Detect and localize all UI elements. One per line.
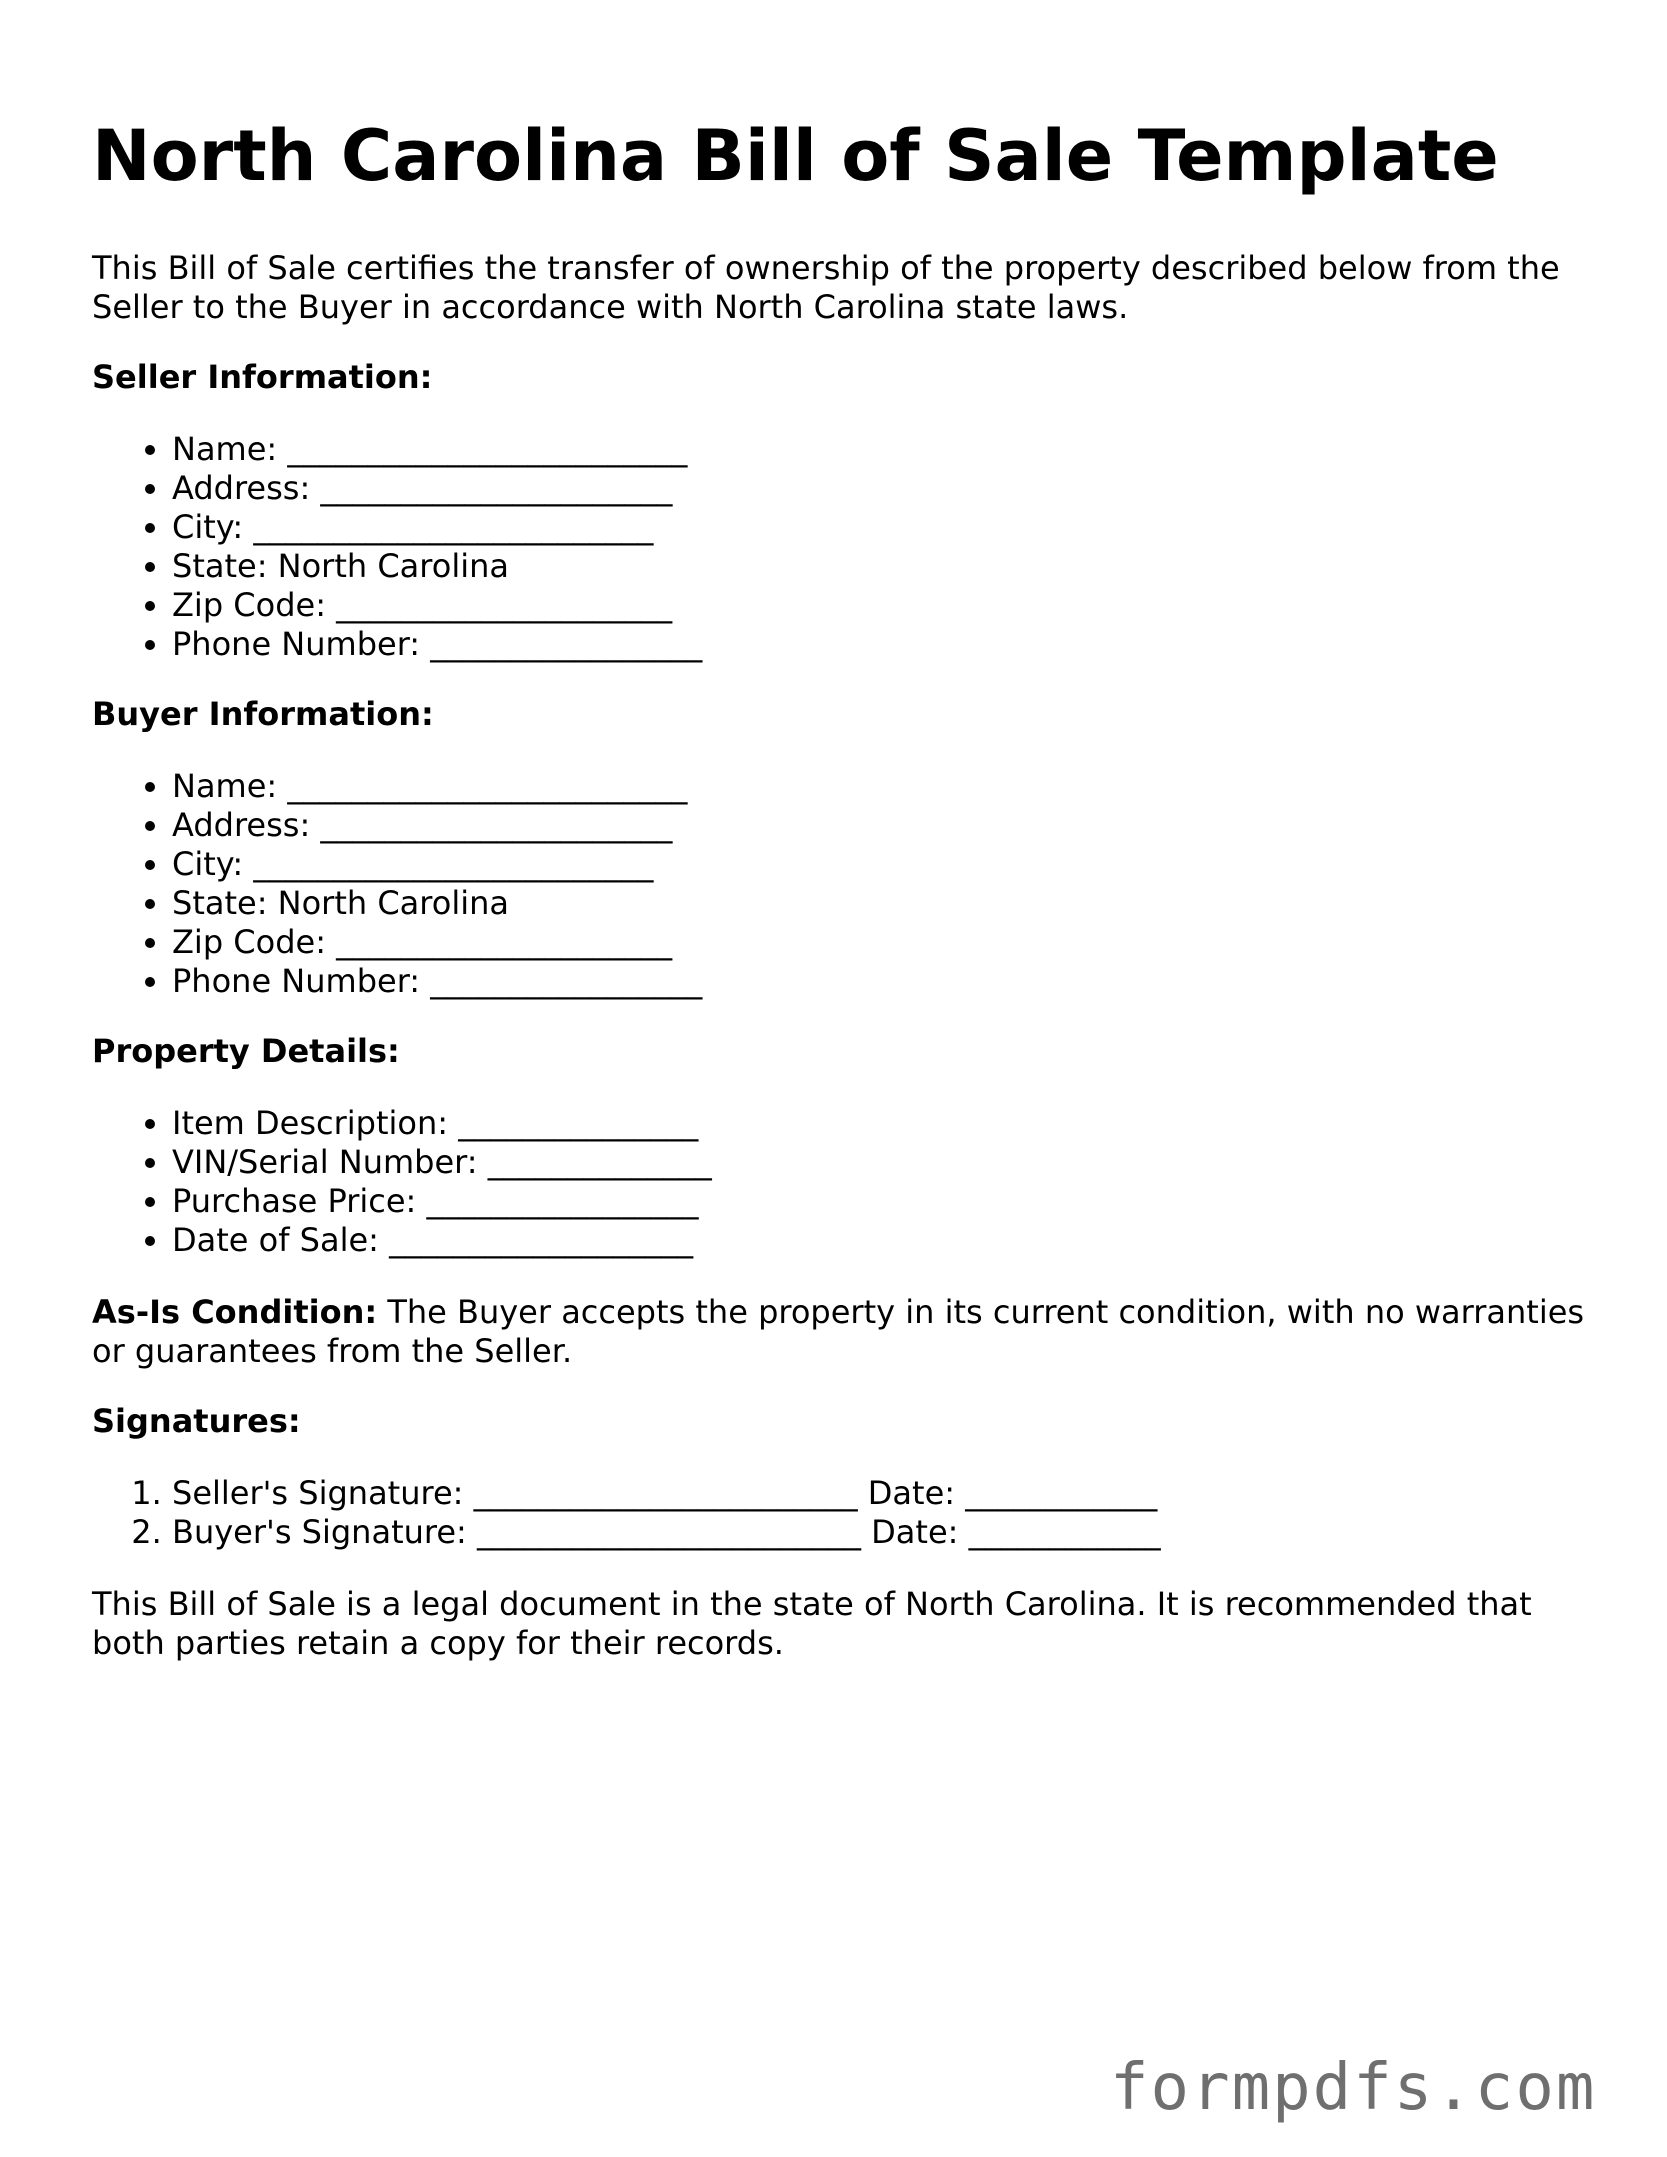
property-vin-item bbox=[172, 1143, 1592, 1182]
seller-signature-item bbox=[172, 1474, 1592, 1513]
buyer-signature-item bbox=[172, 1513, 1592, 1552]
buyer-phone-label: Phone Number: bbox=[172, 962, 421, 1000]
buyer-name-blank: _________________________ bbox=[287, 767, 688, 805]
property-description-blank: _______________ bbox=[458, 1104, 699, 1142]
property-price-item bbox=[172, 1182, 1592, 1221]
as-is-paragraph bbox=[92, 1293, 1592, 1371]
signatures-heading: Signatures: bbox=[92, 1402, 301, 1440]
buyer-state-value: North Carolina bbox=[277, 884, 509, 922]
buyer-zip-label: Zip Code: bbox=[172, 923, 326, 961]
intro-paragraph: This Bill of Sale certifies the transfer of ownership of the property described below from the Seller to the Buyer in accordance with North Carolina state laws. bbox=[92, 249, 1560, 326]
seller-name-item bbox=[172, 430, 1592, 469]
seller-zip-label: Zip Code: bbox=[172, 586, 326, 624]
seller-signature-blank: ________________________ bbox=[473, 1474, 858, 1512]
buyer-signature-blank: ________________________ bbox=[476, 1513, 861, 1551]
buyer-city-blank: _________________________ bbox=[253, 845, 654, 883]
seller-address-blank: ______________________ bbox=[320, 469, 673, 507]
seller-date-label: Date: bbox=[867, 1474, 956, 1512]
property-description-label: Item Description: bbox=[172, 1104, 449, 1142]
property-heading: Property Details: bbox=[92, 1032, 400, 1070]
buyer-zip-blank: _____________________ bbox=[336, 923, 673, 961]
buyer-list bbox=[92, 767, 1592, 1001]
buyer-address-item bbox=[172, 806, 1592, 845]
buyer-date-label: Date: bbox=[871, 1513, 959, 1551]
buyer-phone-blank: _________________ bbox=[430, 962, 703, 1000]
property-date-blank: ___________________ bbox=[389, 1221, 694, 1259]
property-list bbox=[92, 1104, 1592, 1260]
seller-state-value: North Carolina bbox=[277, 547, 509, 585]
document bbox=[92, 112, 1592, 1663]
seller-city-blank: _________________________ bbox=[253, 508, 654, 546]
buyer-address-blank: ______________________ bbox=[320, 806, 673, 844]
seller-phone-label: Phone Number: bbox=[172, 625, 421, 663]
buyer-zip-item bbox=[172, 923, 1592, 962]
property-vin-label: VIN/Serial Number: bbox=[172, 1143, 478, 1181]
buyer-city-item bbox=[172, 845, 1592, 884]
as-is-label: As-Is Condition: bbox=[92, 1293, 378, 1331]
page-title: North Carolina Bill of Sale Template bbox=[92, 115, 1499, 197]
seller-city-label: City: bbox=[172, 508, 244, 546]
signatures-list bbox=[92, 1474, 1592, 1552]
property-vin-blank: ______________ bbox=[487, 1143, 712, 1181]
property-price-label: Purchase Price: bbox=[172, 1182, 417, 1220]
property-price-blank: _________________ bbox=[426, 1182, 699, 1220]
buyer-address-label: Address: bbox=[172, 806, 311, 844]
buyer-state-item bbox=[172, 884, 1592, 923]
buyer-city-label: City: bbox=[172, 845, 244, 883]
seller-list bbox=[92, 430, 1592, 664]
seller-name-blank: _________________________ bbox=[287, 430, 688, 468]
seller-zip-blank: _____________________ bbox=[336, 586, 673, 624]
property-date-label: Date of Sale: bbox=[172, 1221, 379, 1259]
as-is-text: The Buyer accepts the property in its current condition, with no warranties or guarantees from the Seller. bbox=[92, 1293, 1585, 1370]
seller-state-item bbox=[172, 547, 1592, 586]
buyer-name-item bbox=[172, 767, 1592, 806]
seller-signature-label: Seller's Signature: bbox=[172, 1474, 464, 1512]
seller-address-item bbox=[172, 469, 1592, 508]
watermark: formpdfs.com bbox=[1110, 2051, 1597, 2125]
seller-heading: Seller Information: bbox=[92, 358, 433, 396]
seller-phone-blank: _________________ bbox=[430, 625, 703, 663]
seller-zip-item bbox=[172, 586, 1592, 625]
closing-paragraph: This Bill of Sale is a legal document in the state of North Carolina. It is recommended that both parties retain a copy for their records. bbox=[92, 1585, 1532, 1662]
buyer-heading: Buyer Information: bbox=[92, 695, 434, 733]
buyer-date-blank: ____________ bbox=[968, 1513, 1161, 1551]
seller-state-label: State: bbox=[172, 547, 268, 585]
seller-address-label: Address: bbox=[172, 469, 311, 507]
property-date-item bbox=[172, 1221, 1592, 1260]
buyer-phone-item bbox=[172, 962, 1592, 1001]
buyer-signature-label: Buyer's Signature: bbox=[172, 1513, 467, 1551]
buyer-state-label: State: bbox=[172, 884, 268, 922]
seller-name-label: Name: bbox=[172, 430, 278, 468]
property-description-item bbox=[172, 1104, 1592, 1143]
seller-date-blank: ____________ bbox=[965, 1474, 1158, 1512]
buyer-name-label: Name: bbox=[172, 767, 278, 805]
seller-phone-item bbox=[172, 625, 1592, 664]
seller-city-item bbox=[172, 508, 1592, 547]
